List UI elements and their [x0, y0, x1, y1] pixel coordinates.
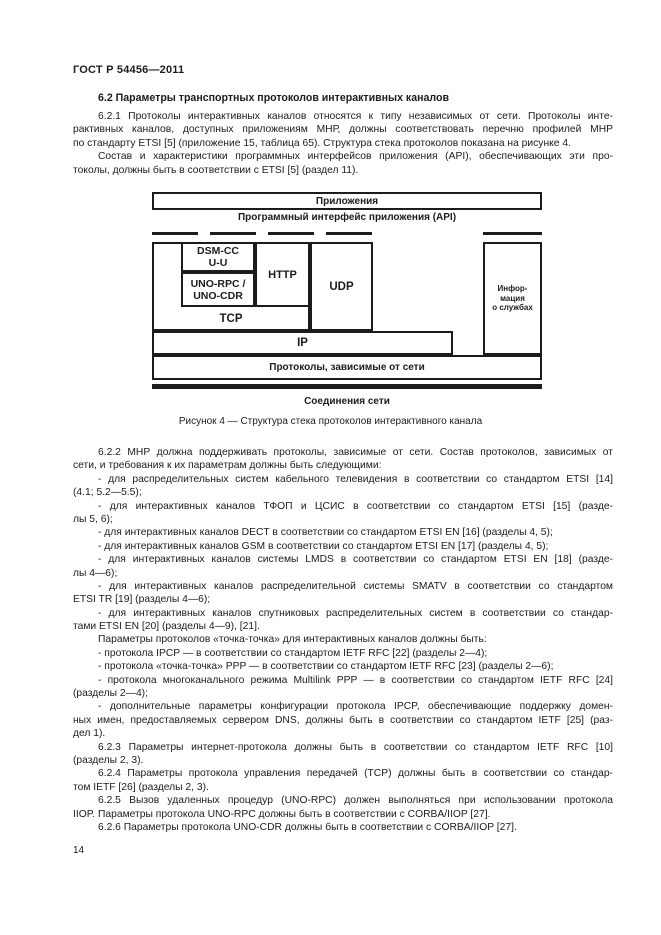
text-line: 6.2.1 Протоколы интерактивных каналов относятся к типу независимых от сети. Протоколы инте-: [98, 111, 613, 122]
dashed-line-left: [152, 232, 374, 235]
paragraphs-after-figure: [73, 446, 613, 834]
service-info-line1: Инфор-: [497, 284, 528, 294]
text-line: (разделы 2, 3).: [73, 754, 144, 766]
uno-label-line1: UNO-RPC /: [190, 277, 246, 290]
text-line: (разделы 2—4);: [73, 688, 148, 700]
uno-rpc-cdr-box: [181, 272, 255, 307]
text-line: тами ETSI EN [20] (разделы 4—9), [21].: [73, 621, 260, 633]
text-line: 6.2.6 Параметры протокола UNO-CDR должны быть в соответствии с CORBA/IIOP [27].: [98, 821, 517, 833]
page-number: 14: [73, 845, 85, 856]
text-line: - протокола IPCP — в соответствии со стандартом IETF RFC [22] (разделы 2—4);: [98, 647, 488, 659]
network-separator-bar: [152, 384, 542, 389]
uno-label-line2: UNO-CDR: [193, 289, 243, 302]
text-line: ных имен, предоставляемых сервером DNS, должны быть в соответствии со стандартом IETF [25] (раз-: [73, 714, 613, 726]
text-line: - для интерактивных каналов DECT в соответствии со стандартом ETSI EN [16] (разделы 4, 5);: [98, 527, 553, 539]
text-line: (4.1; 5.2—5.5);: [73, 487, 142, 499]
text-line: - протокола «точка-точка» PPP — в соответствии со стандартом IETF RFC [23] (разделы 2—6);: [98, 661, 554, 673]
dsm-cc-label-line1: DSM-CC: [197, 245, 239, 257]
applications-label: Приложения: [315, 195, 379, 207]
text-line: - для интерактивных каналов GSM в соответствии со стандартом ETSI EN [17] (разделы 4, 5);: [98, 540, 549, 552]
text-line: - дополнительные параметры конфигурации протокола IPCP, обеспечивающие поддержку домен-: [98, 701, 613, 713]
ip-label: IP: [297, 337, 308, 349]
text-line: лы 4—6);: [73, 567, 118, 579]
http-label: HTTP: [268, 268, 297, 281]
text-line: лы 5, 6);: [73, 513, 113, 525]
http-box: [255, 242, 310, 307]
network-protocols-box: [152, 355, 542, 380]
text-line: по стандарту ETSI [5] (приложение 15, таблица 65). Структура стека протоколов показана на рисунке 4.: [73, 137, 571, 149]
text-line: ETSI TR [19] (разделы 4—6);: [73, 594, 211, 606]
text-line: - протокола многоканального режима Multilink PPP — в соответствии со стандартом IETF RFC [24]: [98, 674, 613, 686]
text-line: - для интерактивных каналов системы LMDS в соответствии со стандартом ETSI EN [18] (разде-: [98, 554, 613, 566]
section-heading: 6.2 Параметры транспортных протоколов интерактивных каналов: [98, 92, 449, 104]
applications-box: [152, 192, 542, 210]
service-info-box: [483, 242, 542, 355]
text-line: Параметры протоколов «точка-точка» для интерактивных каналов должны быть:: [98, 634, 487, 646]
text-line: - для интерактивных каналов распределительной системы SMATV в соответствии со стандартом: [98, 580, 613, 592]
figure-diagram: [0, 192, 661, 432]
text-line: сети, и требования к их параметрам должны быть следующими:: [73, 460, 382, 472]
figure-caption: Рисунок 4 — Структура стека протоколов интерактивного канала: [178, 416, 483, 427]
text-line: том IETF [26] (разделы 2, 3).: [73, 781, 209, 793]
ip-box: [152, 331, 453, 355]
dsm-cc-label-line2: U-U: [208, 257, 228, 269]
network-connections-label: Соединения сети: [304, 396, 390, 407]
dsm-cc-uu-box: [181, 242, 255, 272]
text-line: - для распределительных систем кабельного телевидения в соответствии со стандартом ETSI [14]: [98, 473, 613, 485]
api-interface-label: Программный интерфейс приложения (API): [237, 212, 457, 223]
text-line: IIOP. Параметры протокола UNO-RPC должны быть в соответствии с CORBA/IIOP [27].: [73, 808, 491, 820]
text-line: токолы, должны быть в соответствии с ETSI [5] (раздел 11).: [73, 164, 359, 176]
text-line: рактивных каналов, доступных приложениям МНР, должны соответствовать перечню профилей МНР: [73, 124, 613, 136]
document-header: ГОСТ Р 54456—2011: [73, 64, 185, 76]
paragraphs-before-figure: [73, 110, 613, 177]
tcp-region-label: TCP: [219, 313, 243, 325]
udp-label: UDP: [329, 280, 354, 293]
service-info-line2: мация: [500, 293, 525, 303]
text-line: - для интерактивных каналов ТФОП и ЦСИС в соответствии со стандартом ETSI [15] (разде-: [98, 500, 613, 512]
text-line: Состав и характеристики программных интерфейсов приложения (API), обеспечивающих эти про-: [98, 151, 613, 163]
text-line: дел 1).: [73, 728, 106, 740]
text-line: 6.2.2 МНР должна поддерживать протоколы, зависимые от сети. Состав протоколов, зависимых от: [98, 447, 613, 458]
text-line: 6.2.4 Параметры протокола управления передачей (TCP) должны быть в соответствии со стандар-: [98, 768, 613, 780]
dashed-line-right: [483, 232, 542, 235]
text-line: 6.2.3 Параметры интернет-протокола должны быть в соответствии со стандартом IETF RFC [10]: [98, 741, 613, 753]
text-line: 6.2.5 Вызов удаленных процедур (UNO-RPC) должен выполняться при использовании протокола: [98, 795, 613, 807]
udp-box: [310, 242, 373, 331]
text-line: - для интерактивных каналов спутниковых распределительных систем в соответствии со стандар-: [98, 607, 613, 619]
service-info-line3: о службах: [492, 303, 533, 313]
network-protocols-label: Протоколы, зависимые от сети: [269, 362, 425, 373]
